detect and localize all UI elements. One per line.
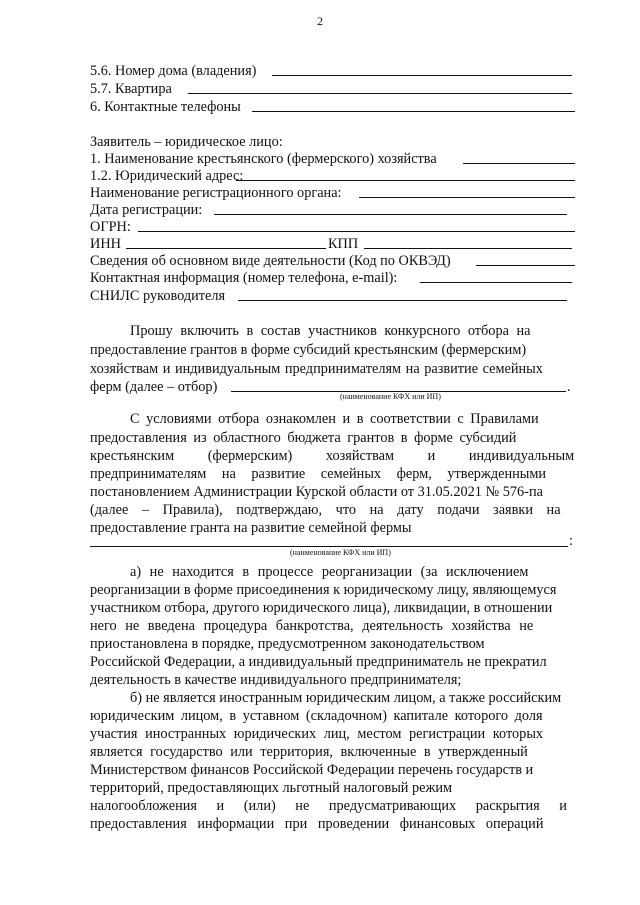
request-line: предоставление грантов в форме субсидий крестьянским (фермерским) bbox=[90, 342, 527, 358]
legal-entity-heading: Заявитель – юридическое лицо: bbox=[90, 134, 283, 150]
field-label-kpp: КПП bbox=[328, 236, 359, 252]
item-b-line: является государство или территория, включенные в утвержденный bbox=[90, 744, 528, 760]
field-registration-authority bbox=[90, 184, 575, 202]
conditions-line: предоставление гранта на развитие семейной фермы bbox=[90, 520, 412, 536]
field-inn-kpp bbox=[90, 235, 575, 253]
conditions-line: предпринимателям на развитие семейных ферм, утвержденными bbox=[90, 466, 547, 482]
field-label: Контактная информация (номер телефона, e-mail): bbox=[90, 270, 398, 286]
request-line: ферм (далее – отбор) bbox=[90, 379, 218, 395]
item-b-line: б) не является иностранным юридическим лицом, а также российским bbox=[130, 690, 562, 706]
field-apartment bbox=[90, 80, 575, 98]
fill-line bbox=[364, 235, 572, 249]
fill-line bbox=[420, 269, 572, 283]
conditions-caption: (наименование КФХ или ИП) bbox=[290, 548, 391, 557]
fill-line bbox=[90, 533, 568, 547]
field-okved bbox=[90, 252, 575, 270]
fill-line bbox=[272, 62, 572, 76]
field-label: ОГРН: bbox=[90, 219, 131, 235]
field-label: Наименование регистрационного органа: bbox=[90, 185, 342, 201]
item-a-line: реорганизации в форме присоединения к юридическому лицу, являющемуся bbox=[90, 582, 557, 598]
item-a-line: деятельность в качестве индивидуального предпринимателя; bbox=[90, 672, 462, 688]
item-b-line: участия иностранных юридических лиц, местом регистрации которых bbox=[90, 726, 544, 742]
conditions-end-colon: : bbox=[569, 533, 573, 549]
item-b-line: налогообложения и (или) не предусматривающих раскрытия и bbox=[90, 798, 567, 814]
field-legal-address bbox=[90, 167, 575, 185]
field-label: 5.6. Номер дома (владения) bbox=[90, 63, 257, 79]
item-a-line: него не введена процедура банкротства, деятельность хозяйства не bbox=[90, 618, 534, 634]
conditions-line: постановлением Администрации Курской области от 31.05.2021 № 576-па bbox=[90, 484, 543, 500]
field-snils bbox=[90, 287, 575, 305]
request-end-dot: . bbox=[567, 379, 571, 395]
request-line: хозяйствам и индивидуальным предпринимателям на развитие семейных bbox=[90, 361, 543, 377]
item-b-line: Министерством финансов Российской Федерации перечень государств и bbox=[90, 762, 534, 778]
field-label: 5.7. Квартира bbox=[90, 81, 172, 97]
fill-line bbox=[231, 378, 566, 392]
item-a-line: а) не находится в процессе реорганизации (за исключением bbox=[130, 564, 529, 580]
field-label-inn: ИНН bbox=[90, 236, 121, 252]
fill-line bbox=[463, 150, 575, 164]
fill-line bbox=[359, 184, 575, 198]
field-contact-phones bbox=[90, 98, 575, 116]
item-b-line: территорий, предоставляющих льготный налоговый режим bbox=[90, 780, 453, 796]
request-caption: (наименование КФХ или ИП) bbox=[340, 392, 441, 401]
fill-line bbox=[188, 80, 572, 94]
fill-line bbox=[214, 201, 567, 215]
fill-line bbox=[236, 167, 575, 181]
field-label: СНИЛС руководителя bbox=[90, 288, 226, 304]
field-label: Сведения об основном виде деятельности (Код по ОКВЭД) bbox=[90, 253, 451, 269]
fill-line bbox=[252, 98, 575, 112]
item-b-line: юридическим лицом, в уставном (складочном) капитале которого доля bbox=[90, 708, 543, 724]
field-label: 1. Наименование крестьянского (фермерского) хозяйства bbox=[90, 151, 437, 167]
conditions-line: С условиями отбора ознакомлен и в соответствии с Правилами bbox=[130, 411, 539, 427]
field-label: 6. Контактные телефоны bbox=[90, 99, 241, 115]
item-a-line: приостановлена в порядке, предусмотренном законодательством bbox=[90, 636, 485, 652]
field-ogrn bbox=[90, 218, 575, 236]
fill-line bbox=[126, 235, 326, 249]
fill-line bbox=[476, 252, 575, 266]
field-registration-date bbox=[90, 201, 575, 219]
page-number: 2 bbox=[317, 14, 323, 28]
item-b-line: предоставления информации при проведении финансовых операций bbox=[90, 816, 544, 832]
field-contact-info bbox=[90, 269, 575, 287]
conditions-line: предоставления из областного бюджета грантов в форме субсидий bbox=[90, 430, 517, 446]
fill-line bbox=[238, 287, 567, 301]
conditions-line: (далее – Правила), подтверждаю, что на дату подачи заявки на bbox=[90, 502, 561, 518]
field-label: Дата регистрации: bbox=[90, 202, 203, 218]
fill-line bbox=[138, 218, 575, 232]
item-a-line: Российской Федерации, а индивидуальный предприниматель не прекратил bbox=[90, 654, 547, 670]
field-label: 1.2. Юридический адрес: bbox=[90, 168, 244, 184]
conditions-line: крестьянским (фермерским) хозяйствам и индивидуальным bbox=[90, 448, 575, 464]
request-line: Прошу включить в состав участников конкурсного отбора на bbox=[130, 323, 531, 339]
field-farm-name bbox=[90, 150, 575, 168]
field-house-number bbox=[90, 62, 575, 80]
item-a-line: участником отбора, другого юридического лица), ликвидации, в отношении bbox=[90, 600, 553, 616]
